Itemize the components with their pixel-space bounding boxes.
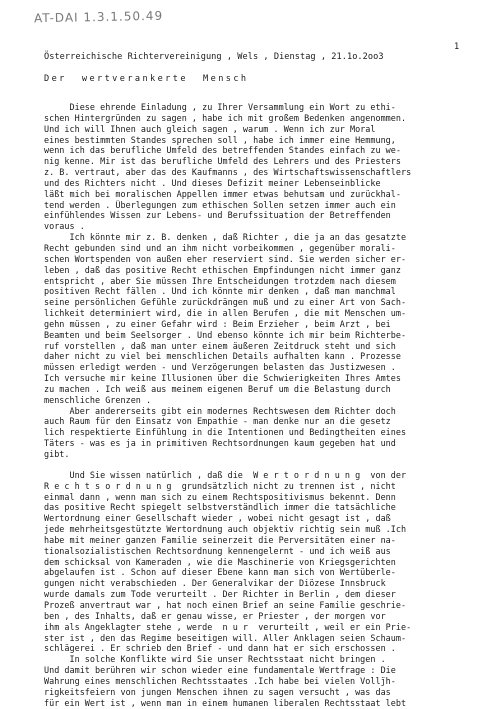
text-line: R e c h t s o r d n u n g grundsätzlich nicht zu trennen ist , nicht (44, 480, 396, 491)
paragraph (44, 654, 484, 708)
text-line: Wahrung eines menschlichen Rechtsstaates .Ich habe bei vielen Vollj̈h- (44, 675, 396, 686)
text-line: Ich versuche mir keine Illusionen über die Schwierigkeiten Ihres Amtes (44, 373, 401, 384)
page-number: 1 (454, 42, 460, 52)
text-line: Und ich will Ihnen auch gleich sagen , warum . Wenn ich zur Moral (44, 123, 376, 134)
text-line: Diese ehrende Einladung , zu Ihrer Versammlung ein Wort zu ethi- (44, 102, 396, 112)
text-line: schen Hintergründen zu sagen , habe ich mit großem Bedenken angenommen. (44, 112, 407, 123)
text-line: gungen nicht verabschieden . Der Generalvikar der Diözese Innsbruck (44, 578, 386, 589)
text-line: auch Raum für den Einsatz von Empathie - man denke nur an die gesetz (44, 416, 391, 427)
text-line: gehn müssen , zu einer Gefahr wird : Beim Erzieher , beim Arzt , bei (44, 318, 391, 329)
text-line: lich respektierte Einfühlung in die Intentionen und Bedingtheiten eines (44, 427, 407, 438)
text-line: schen Wortspenden von außen eher reserviert sind. Sie werden sicher er- (44, 253, 407, 264)
text-line: Wertordnung einer Gesellschaft wieder , wobei nicht gesagt ist , daß (44, 513, 391, 524)
text-line: zu machen . Ich weiß aus meinem eigenen Beruf um die Belastung durch (44, 383, 391, 394)
paragraph (44, 102, 484, 232)
text-line: lichkeit determiniert wird, die in allen Berufen , die mit Menschen um- (44, 308, 407, 319)
text-line: voraus . (44, 221, 85, 232)
text-line: Prozeß anvertraut war , hat noch einen Brief an seine Familie geschrie- (44, 599, 407, 610)
text-line: daher nicht zu viel bei menschlichen Details aufhalten kann . Prozesse (44, 351, 401, 362)
text-line: ster ist , den das Regime beseitigen will. Aller Anklagen seien Schaum- (44, 632, 407, 643)
text-line: für ein Wert ist , wenn man in einem humanen liberalen Rechtsstaat lebt (44, 697, 407, 708)
text-line: schlägerei . Er schrieb den Brief - und dann hat er sich erschossen . (44, 643, 396, 654)
text-line: nig kenne. Mir ist das berufliche Umfeld des Lehrers und des Priesters (44, 156, 401, 167)
text-line: positiven Recht fällen . Und ich könnte mir denken , daß man manchmal (44, 286, 396, 297)
text-line: In solche Konflikte wird Sie unser Rechtsstaat nicht bringen . (44, 654, 386, 665)
text-line: seine persönlichen Gefühle zurückdrängen muß und zu einer Art von Sach- (44, 297, 407, 308)
text-line: Aber andererseits gibt ein modernes Rechtswesen dem Richter doch (44, 405, 396, 416)
text-line: läßt mich bei moralischen Appellen immer etwas behutsam und zurückhal- (44, 188, 401, 199)
paragraph (44, 406, 484, 460)
paragraph (44, 470, 484, 654)
text-line: gibt. (44, 449, 70, 459)
text-line: eines bestimmten Standes sprechen soll , habe ich immer eine Hemmung, (44, 134, 396, 145)
text-line: menschliche Grenzen . (44, 394, 152, 405)
text-line: leben , daß das positive Recht ethischen Empfindungen nicht immer ganz (44, 264, 401, 275)
text-line: einfühlendes Wissen zur Lebens- und Berufssituation der Betreffenden (44, 210, 391, 221)
text-line: das positive Recht spiegelt selbstverständlich immer die tatsächliche (44, 502, 396, 513)
text-line: dem schicksal von Kameraden , wie die Maschinerie von Kriegsgerichten (44, 556, 396, 567)
header-line: Österreichische Richtervereinigung , Wels , Dienstag , 21.1o.2oo3 (44, 52, 384, 62)
text-line: Und Sie wissen natürlich , daß die W e r t o r d n u n g von der (44, 469, 407, 480)
text-line: einmal dann , wenn man sich zu einem Rechtspositivismus bekennt. Denn (44, 491, 396, 502)
text-line: Recht gebunden sind und an ihm nicht vorbeikommen , gegenüber morali- (44, 242, 396, 253)
text-line: Täters - was es ja in primitiven Rechtsordnungen kaum gegeben hat und (44, 438, 396, 449)
text-line: rigkeitsfeiern von jungen Menschen ihnen zu sagen versucht , was das (44, 686, 391, 697)
paragraph-gap (44, 460, 484, 470)
text-line: entspricht , aber Sie müssen Ihre Entscheidungen trotzdem nach diesem (44, 275, 396, 286)
paragraph (44, 232, 484, 406)
text-line: müssen erledigt werden - und Verzögerungen belasten das Justizwesen . (44, 362, 396, 373)
text-line: abgelaufen ist . Schon auf dieser Ebene kann man sich von Wertüberle- (44, 567, 396, 578)
text-line: habe mit meiner ganzen Familie seinerzeit die Perversitäten einer na- (44, 534, 396, 545)
archive-reference-stamp: AT-DAI 1.3.1.50.49 (33, 8, 164, 26)
text-line: jede mehrheitsgestützte Wertordnung auch objektiv richtig sein muß .Ich (44, 524, 407, 535)
text-line: ben , des Inhalts, daß er genau wisse, er Priester , der morgen vor (44, 610, 386, 621)
text-line: Ich könnte mir z. B. denken , daß Richter , die ja an das gesatzte (44, 232, 407, 243)
text-line: ruf vorstellen , daß man unter einem äußeren Zeitdruck steht und sich (44, 340, 396, 351)
text-line: wenn ich das berufliche Umfeld des betreffenden Standes einfach zu we- (44, 145, 401, 156)
text-line: z. B. vertraut, aber das des Kaufmanns , des Wirtschaftswissenschaftlers (44, 167, 412, 178)
text-line: Beamten und beim Seelsorger . Und ebenso könnte ich mir beim Richterbe- (44, 329, 407, 340)
body-text (44, 102, 484, 708)
document-title: Der wertverankerte Mensch (44, 74, 249, 84)
text-line: tend werden . Überlegungen zum ethischen Sollen setzen immer auch ein (44, 199, 396, 210)
text-line: wurde damals zum Tode verurteilt . Der Richter in Berlin , dem dieser (44, 589, 396, 600)
text-line: tionalsozialistischen Rechtsordnung kennengelernt - und ich weiß aus (44, 545, 391, 556)
text-line: und des Richters nicht . Und dieses Defizit meiner Lebenseinblicke (44, 177, 381, 188)
text-line: ihm als Angeklagter stehe , werde n u r verurteilt , weil er ein Prie- (44, 621, 412, 632)
text-line: Und damit berühren wir schon wieder eine fundamentale Wertfrage : Die (44, 665, 396, 676)
